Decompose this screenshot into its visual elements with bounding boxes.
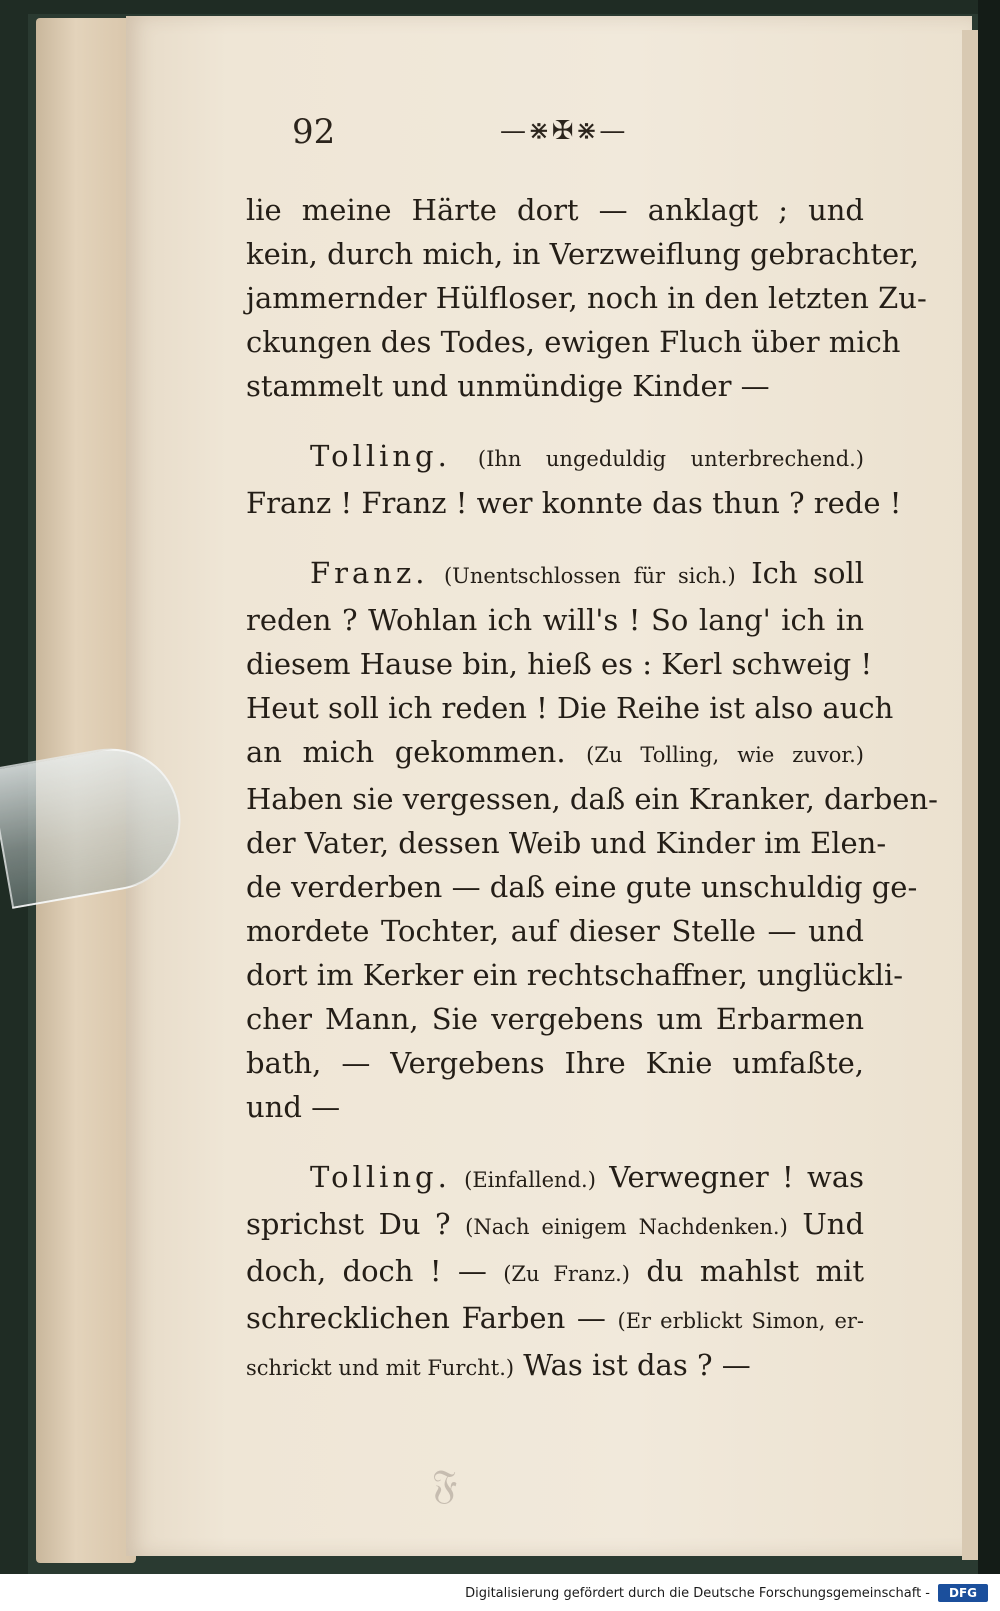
text-fragment: Was ist das ? —	[523, 1348, 751, 1382]
text-fragment: Verwegner ! was	[609, 1160, 864, 1194]
text-line	[246, 551, 864, 598]
page-text	[246, 188, 938, 1390]
page-header	[292, 112, 642, 162]
text-line: de verderben — daß eine gute unschuldig ge-	[246, 870, 918, 904]
text-line: diesem Hause bin, hieß es : Kerl schweig !	[246, 647, 873, 681]
text-line	[246, 1202, 864, 1249]
speaker-name: Tolling.	[310, 1160, 451, 1194]
stage-direction: (Unentschlossen für sich.)	[443, 564, 736, 588]
text-fragment: Ich soll	[751, 556, 865, 590]
stage-direction: (Zu Franz.)	[503, 1262, 630, 1286]
text-fragment: du mahlst mit	[646, 1254, 865, 1288]
stage-direction: (Ihn ungeduldig unterbrechend.)	[477, 447, 864, 471]
text-line: stammelt und unmündige Kinder —	[246, 369, 770, 403]
text-line: jammernder Hülfloser, noch in den letzten Zu-	[246, 281, 927, 315]
scan-border-right	[978, 0, 1000, 1611]
text-line: reden ? Wohlan ich will's ! So lang' ich in	[246, 603, 864, 637]
text-line: und —	[246, 1090, 341, 1124]
speaker-name: Tolling.	[310, 439, 451, 473]
stage-direction: (Nach einigem Nachdenken.)	[465, 1215, 788, 1239]
text-fragment: an mich gekommen.	[246, 735, 566, 769]
footer-credit: Digitalisierung gefördert durch die Deutsche Forschungsgemeinschaft -	[465, 1586, 930, 1601]
page-edge-right	[962, 30, 978, 1560]
text-line: der Vater, dessen Weib und Kinder im Elen-	[246, 826, 887, 860]
pencil-mark: 𝔉	[432, 1462, 458, 1508]
dfg-logo: DFG	[938, 1584, 988, 1602]
text-line: Haben sie vergessen, daß ein Kranker, darben-	[246, 782, 938, 816]
text-fragment: schrecklichen Farben —	[246, 1301, 606, 1335]
stage-direction: (Er erblickt Simon, er-	[617, 1309, 865, 1333]
text-fragment: doch, doch ! —	[246, 1254, 487, 1288]
text-line: Franz ! Franz ! wer konnte das thun ? rede !	[246, 486, 902, 520]
text-line	[246, 434, 864, 481]
text-line	[246, 1249, 864, 1296]
text-line	[246, 1296, 864, 1343]
text-line	[246, 730, 864, 777]
text-line: Heut soll ich reden ! Die Reihe ist also auch	[246, 691, 894, 725]
text-line: cher Mann, Sie vergebens um Erbarmen	[246, 1002, 864, 1036]
text-line	[246, 1343, 864, 1390]
text-line: ckungen des Todes, ewigen Fluch über mich	[246, 325, 901, 359]
stage-direction: (Zu Tolling, wie zuvor.)	[586, 743, 865, 767]
text-fragment: Und	[802, 1207, 865, 1241]
stage-direction: schrickt und mit Furcht.)	[246, 1356, 515, 1380]
speaker-name: Franz.	[310, 556, 429, 590]
header-ornament: —⋇✠⋇—	[500, 116, 628, 146]
text-line: lie meine Härte dort — anklagt ; und	[246, 193, 864, 227]
text-line: mordete Tochter, auf dieser Stelle — und	[246, 914, 864, 948]
text-line: kein, durch mich, in Verzweiflung gebrachter,	[246, 237, 920, 271]
stage-direction: (Einfallend.)	[464, 1168, 596, 1192]
text-line	[246, 1155, 864, 1202]
text-line: dort im Kerker ein rechtschaffner, unglückli-	[246, 958, 904, 992]
text-line: bath, — Vergebens Ihre Knie umfaßte,	[246, 1046, 864, 1080]
text-fragment: sprichst Du ?	[246, 1207, 451, 1241]
page-number: 92	[292, 112, 336, 152]
